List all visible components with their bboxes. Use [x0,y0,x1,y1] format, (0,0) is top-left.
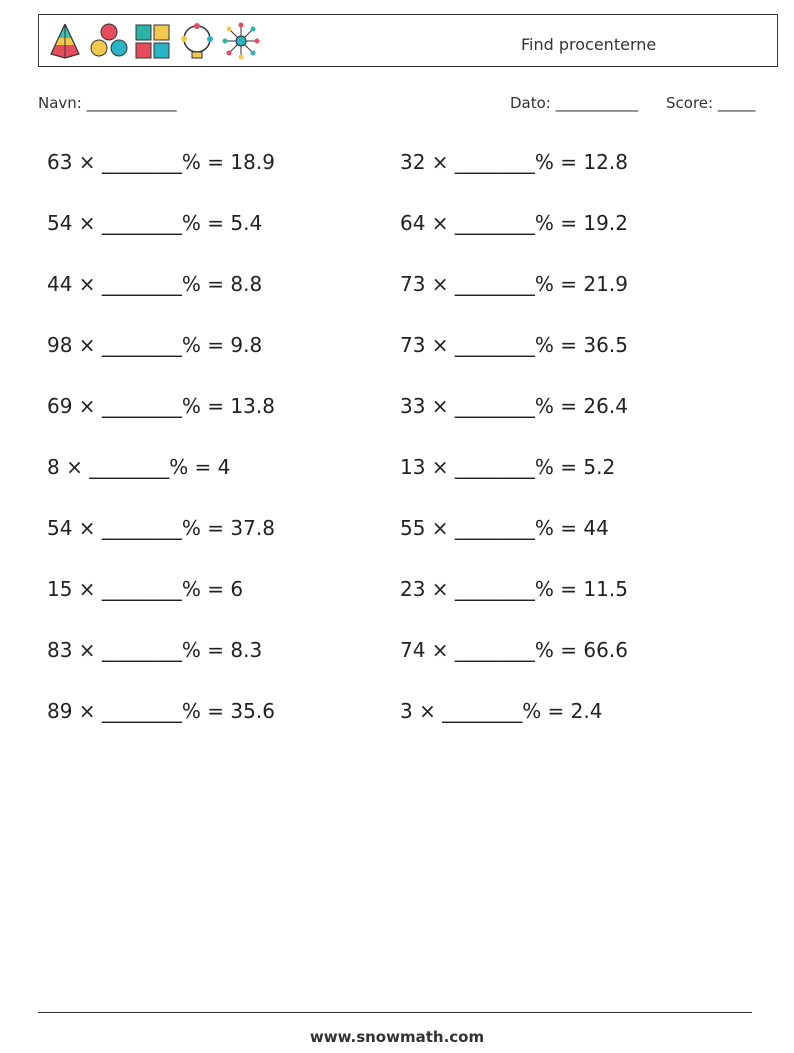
problem-left-8: 15 × ________% = 6 [47,577,244,601]
cycle-icon [177,21,217,61]
network-icon [221,21,261,61]
problem-right-1: 32 × ________% = 12.8 [400,150,628,174]
problem-left-7: 54 × ________% = 37.8 [47,516,275,540]
pyramid-icon [45,21,85,61]
problem-right-2: 64 × ________% = 19.2 [400,211,628,235]
problem-left-1: 63 × ________% = 18.9 [47,150,275,174]
problem-left-2: 54 × ________% = 5.4 [47,211,263,235]
date-field: Dato: ___________ [510,94,639,112]
problem-left-9: 83 × ________% = 8.3 [47,638,263,662]
worksheet-title: Find procenterne [521,35,657,54]
problem-right-3: 73 × ________% = 21.9 [400,272,628,296]
problem-right-10: 3 × ________% = 2.4 [400,699,603,723]
problem-left-4: 98 × ________% = 9.8 [47,333,263,357]
name-field: Navn: ____________ [38,94,177,112]
logo-strip [45,19,261,63]
problem-left-3: 44 × ________% = 8.8 [47,272,263,296]
problem-right-7: 55 × ________% = 44 [400,516,609,540]
puzzle-icon [133,21,173,61]
problem-left-6: 8 × ________% = 4 [47,455,231,479]
problem-right-4: 73 × ________% = 36.5 [400,333,628,357]
footer-divider [38,1012,752,1013]
circles-icon [89,21,129,61]
footer-site-link[interactable]: www.snowmath.com [309,1028,485,1046]
problem-left-5: 69 × ________% = 13.8 [47,394,275,418]
header-box [38,14,778,67]
score-field: Score: _____ [666,94,756,112]
problem-right-5: 33 × ________% = 26.4 [400,394,628,418]
problem-right-9: 74 × ________% = 66.6 [400,638,628,662]
problem-right-6: 13 × ________% = 5.2 [400,455,616,479]
problem-right-8: 23 × ________% = 11.5 [400,577,628,601]
problem-left-10: 89 × ________% = 35.6 [47,699,275,723]
